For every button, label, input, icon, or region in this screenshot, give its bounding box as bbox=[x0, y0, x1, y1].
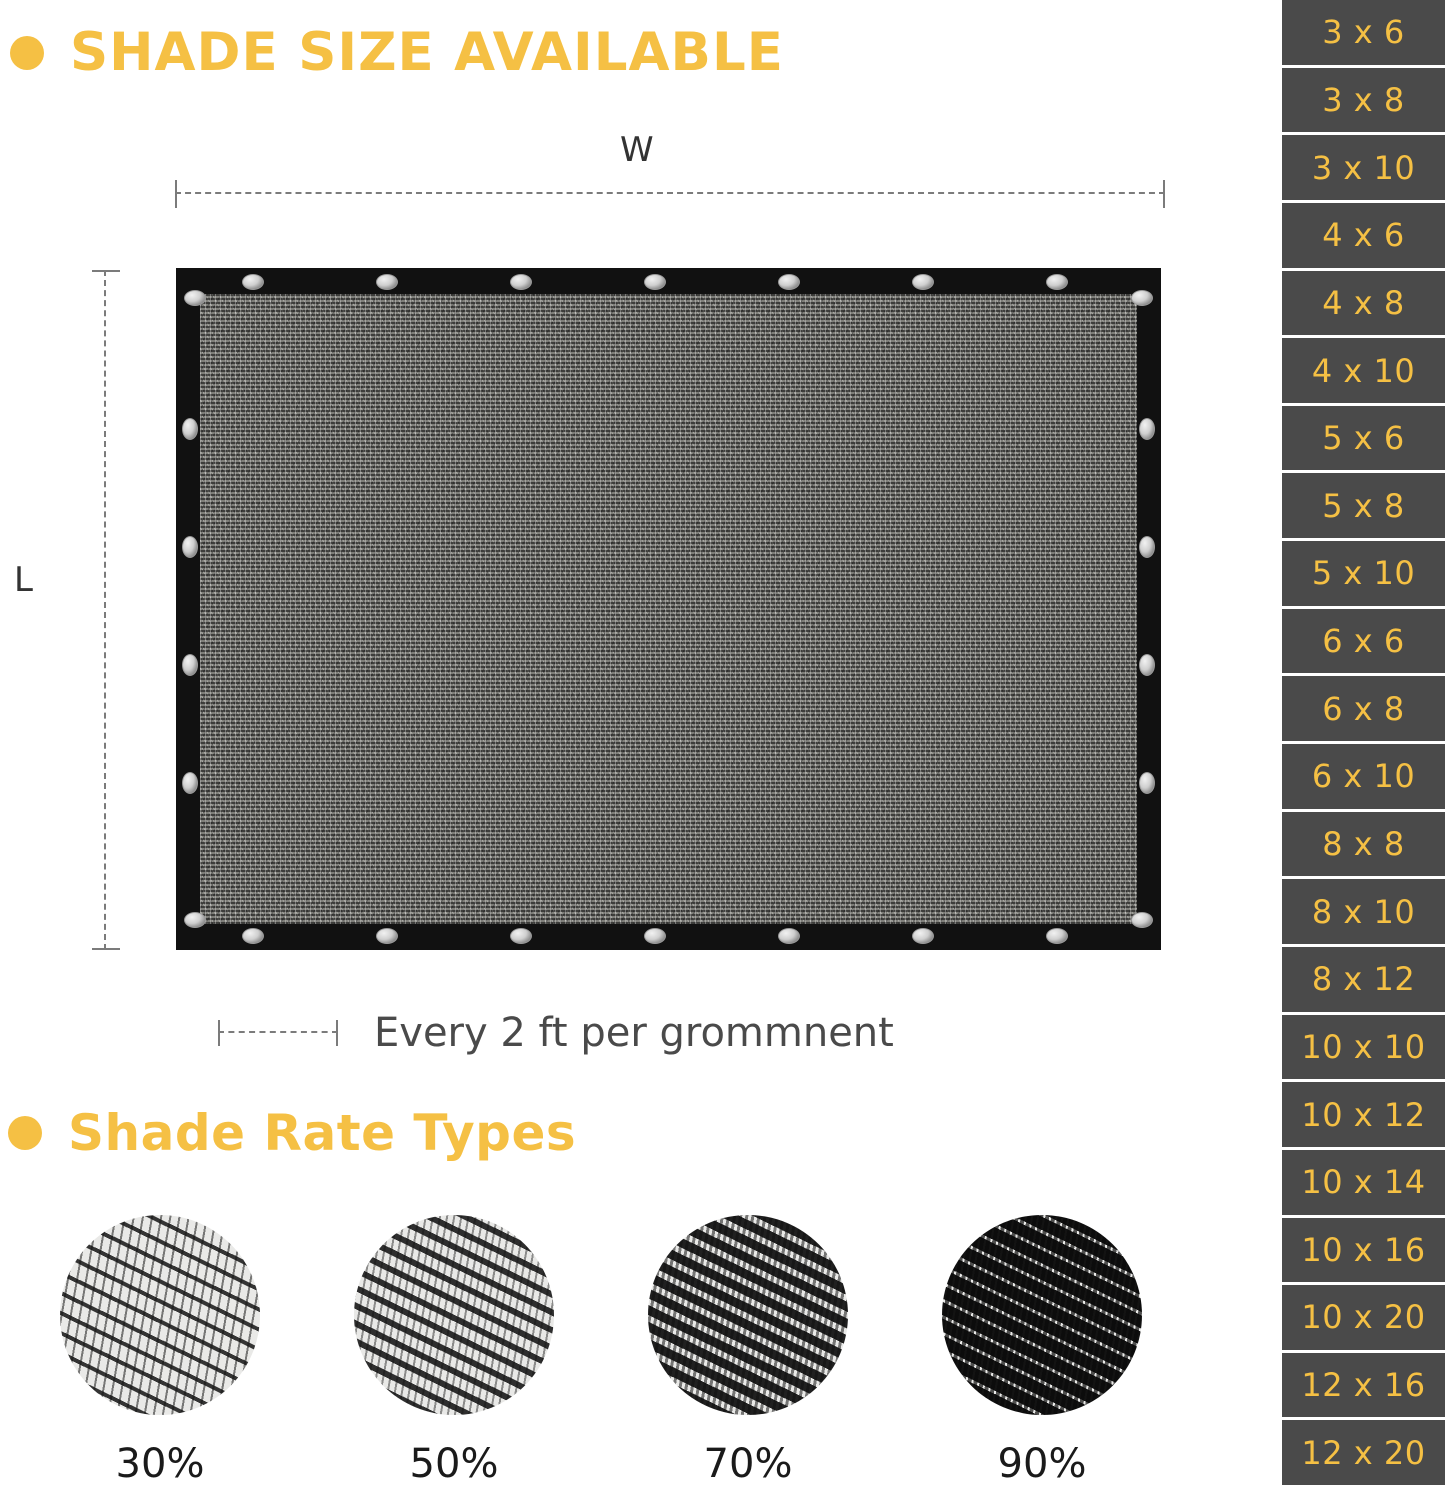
size-option-chip[interactable]: 5 x 8 bbox=[1282, 473, 1445, 538]
grommet-spacing-caption bbox=[218, 1010, 894, 1056]
grommet bbox=[644, 274, 666, 290]
length-dimension-label: L bbox=[14, 560, 33, 600]
grommet bbox=[182, 418, 198, 440]
size-option-chip[interactable]: 10 x 16 bbox=[1282, 1218, 1445, 1283]
grommet bbox=[644, 928, 666, 944]
shade-rate-label-50: 50% bbox=[409, 1441, 499, 1487]
size-option-chip[interactable]: 6 x 8 bbox=[1282, 676, 1445, 741]
size-option-chip[interactable]: 6 x 10 bbox=[1282, 744, 1445, 809]
size-option-chip[interactable]: 10 x 14 bbox=[1282, 1150, 1445, 1215]
grommet bbox=[778, 928, 800, 944]
grommet-corner bbox=[1131, 290, 1153, 306]
grommet bbox=[1139, 772, 1155, 794]
size-option-chip[interactable]: 10 x 12 bbox=[1282, 1082, 1445, 1147]
section-heading-shade-rate-label: Shade Rate Types bbox=[68, 1104, 577, 1162]
grommet bbox=[1139, 536, 1155, 558]
shade-rate-label-90: 90% bbox=[997, 1441, 1087, 1487]
section-heading-shade-size bbox=[10, 22, 784, 83]
grommet bbox=[376, 928, 398, 944]
grommet bbox=[376, 274, 398, 290]
grommet bbox=[510, 274, 532, 290]
size-option-chip[interactable]: 4 x 10 bbox=[1282, 338, 1445, 403]
size-option-chip[interactable]: 10 x 10 bbox=[1282, 1015, 1445, 1080]
grommet bbox=[182, 772, 198, 794]
grommet bbox=[912, 928, 934, 944]
shade-rate-label-70: 70% bbox=[703, 1441, 793, 1487]
shade-rate-list bbox=[60, 1215, 1200, 1487]
grommet-corner bbox=[184, 290, 206, 306]
width-dimension-label: W bbox=[620, 130, 654, 170]
grommet bbox=[1139, 418, 1155, 440]
size-option-chip[interactable]: 8 x 12 bbox=[1282, 947, 1445, 1012]
size-option-chip[interactable]: 12 x 20 bbox=[1282, 1420, 1445, 1485]
shade-cloth-mesh bbox=[200, 294, 1137, 924]
shade-rate-item-90 bbox=[942, 1215, 1142, 1487]
size-option-chip[interactable]: 3 x 6 bbox=[1282, 0, 1445, 65]
grommet bbox=[182, 654, 198, 676]
size-option-chip[interactable]: 6 x 6 bbox=[1282, 609, 1445, 674]
size-option-chip[interactable]: 12 x 16 bbox=[1282, 1353, 1445, 1418]
grommet bbox=[242, 274, 264, 290]
width-dimension-line bbox=[175, 192, 1165, 196]
shade-rate-swatch-50 bbox=[354, 1215, 554, 1415]
grommet bbox=[1046, 928, 1068, 944]
shade-rate-item-50 bbox=[354, 1215, 554, 1487]
grommet bbox=[510, 928, 532, 944]
shade-rate-item-70 bbox=[648, 1215, 848, 1487]
size-option-list bbox=[1282, 0, 1445, 1485]
grommet bbox=[1139, 654, 1155, 676]
size-option-chip[interactable]: 5 x 10 bbox=[1282, 541, 1445, 606]
shade-rate-swatch-70 bbox=[648, 1215, 848, 1415]
grommet bbox=[1046, 274, 1068, 290]
size-option-chip[interactable]: 5 x 6 bbox=[1282, 406, 1445, 471]
size-option-chip[interactable]: 8 x 8 bbox=[1282, 812, 1445, 877]
grommet-spacing-label: Every 2 ft per grommnent bbox=[374, 1010, 894, 1056]
shade-cloth-diagram bbox=[0, 120, 1250, 1080]
bullet-dot-icon bbox=[10, 36, 44, 70]
grommet bbox=[912, 274, 934, 290]
grommet bbox=[778, 274, 800, 290]
grommet-corner bbox=[184, 912, 206, 928]
size-option-chip[interactable]: 4 x 6 bbox=[1282, 203, 1445, 268]
length-dimension-line bbox=[104, 270, 108, 950]
bullet-dot-icon bbox=[8, 1116, 42, 1150]
shade-cloth-panel bbox=[176, 268, 1161, 950]
shade-rate-swatch-30 bbox=[60, 1215, 260, 1415]
section-heading-shade-rate bbox=[8, 1104, 576, 1162]
grommet-spacing-indicator bbox=[218, 1031, 338, 1035]
shade-rate-item-30 bbox=[60, 1215, 260, 1487]
grommet bbox=[242, 928, 264, 944]
shade-rate-label-30: 30% bbox=[115, 1441, 205, 1487]
size-option-chip[interactable]: 10 x 20 bbox=[1282, 1285, 1445, 1350]
size-option-chip[interactable]: 3 x 8 bbox=[1282, 68, 1445, 133]
grommet bbox=[182, 536, 198, 558]
shade-rate-swatch-90 bbox=[942, 1215, 1142, 1415]
size-option-chip[interactable]: 3 x 10 bbox=[1282, 135, 1445, 200]
size-option-chip[interactable]: 4 x 8 bbox=[1282, 271, 1445, 336]
section-heading-shade-size-label: SHADE SIZE AVAILABLE bbox=[70, 22, 784, 83]
grommet-corner bbox=[1131, 912, 1153, 928]
size-option-chip[interactable]: 8 x 10 bbox=[1282, 879, 1445, 944]
